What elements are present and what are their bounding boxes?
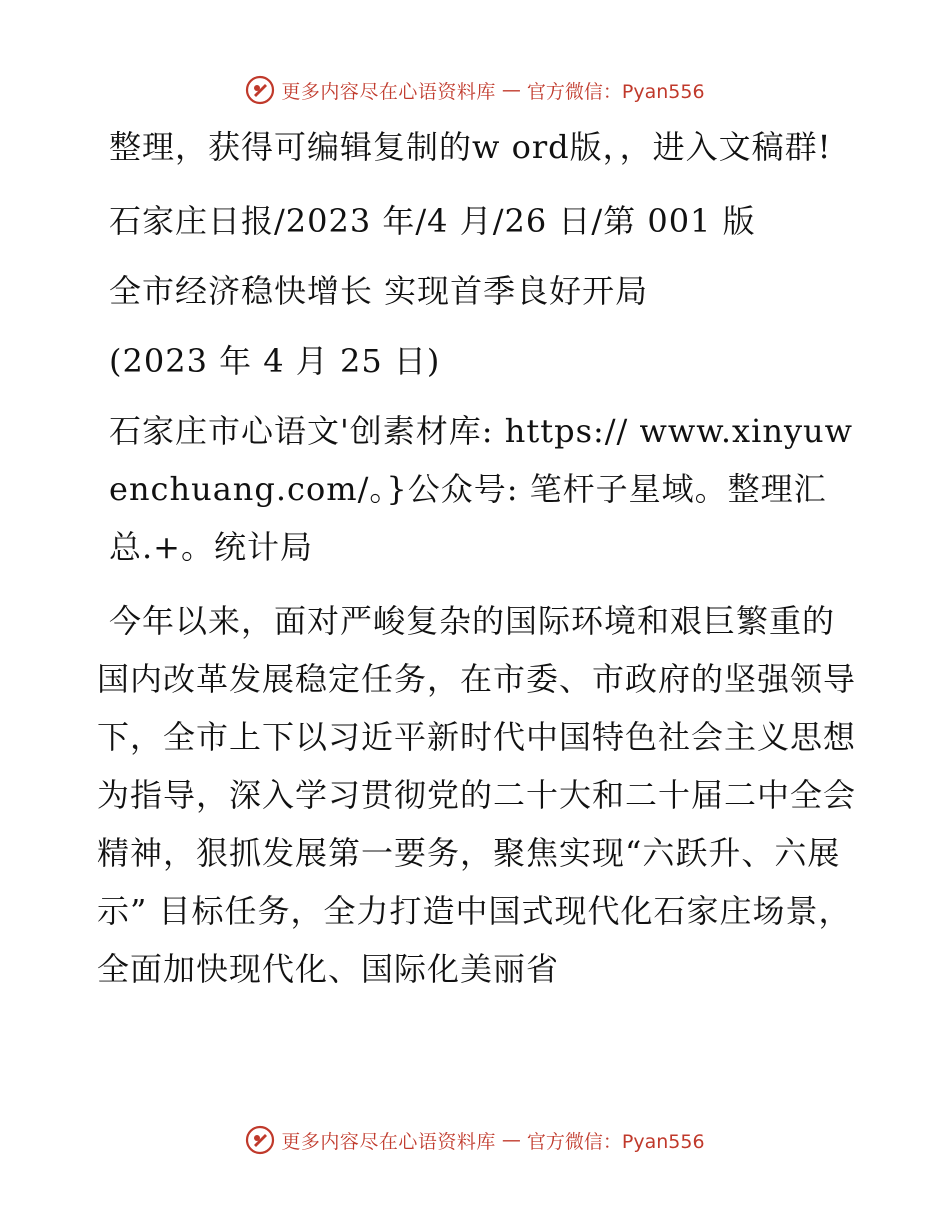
date-line: (2023 年 4 月 25 日) bbox=[109, 342, 441, 380]
watermark-wechat-text: 官方微信：Pyan556 bbox=[526, 1130, 705, 1153]
watermark-site-text: 更多内容尽在心语资料库 bbox=[281, 1130, 496, 1153]
intro-line: 整理，获得可编辑复制的w ord版，，进入文稿群! bbox=[109, 128, 832, 166]
footer-watermark bbox=[0, 1122, 950, 1158]
credit-line: 石家庄市心语文'创素材库: https:// www.xinyuwenchuang.com/。}公众号: 笔杆子星域。整理汇总.+。统计局 bbox=[109, 412, 854, 566]
document-body bbox=[97, 118, 857, 998]
body-paragraph: 今年以来，面对严峻复杂的国际环境和艰巨繁重的国内改革发展稳定任务，在市委、市政府的坚强领导下，全市上下以习近平新时代中国特色社会主义思想为指导，深入学习贯彻党的二十大和二十届二中全会精神，狠抓发展第一要务，聚焦实现“六跃升、六展示” 目标任务，全力打造中国式现代化石家庄场景，全面加快现代化、国际化美丽省 bbox=[97, 602, 857, 988]
brand-logo-icon bbox=[245, 1125, 275, 1155]
header-watermark bbox=[0, 72, 950, 108]
brand-logo-icon bbox=[245, 75, 275, 105]
headline: 全市经济稳快增长 实现首季良好开局 bbox=[109, 272, 649, 310]
watermark-site-text: 更多内容尽在心语资料库 bbox=[281, 80, 496, 103]
watermark-wechat-text: 官方微信：Pyan556 bbox=[526, 80, 705, 103]
source-line: 石家庄日报/2023 年/4 月/26 日/第 001 版 bbox=[109, 202, 756, 240]
watermark-separator: — bbox=[501, 1129, 521, 1151]
watermark-separator: — bbox=[501, 79, 521, 101]
